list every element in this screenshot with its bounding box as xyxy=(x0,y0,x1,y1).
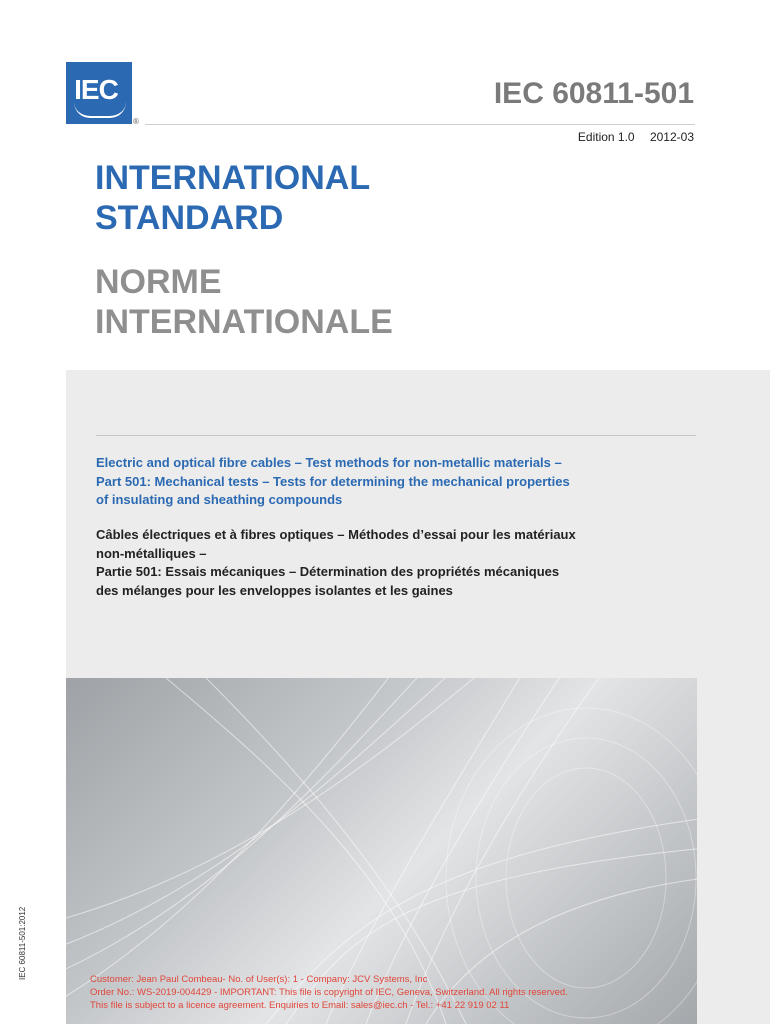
title-english-line2: STANDARD xyxy=(95,199,284,237)
logo-text: IEC xyxy=(74,74,118,105)
description-french-line: des mélanges pour les enveloppes isolantes et les gaines xyxy=(96,582,453,598)
description-english-line: Part 501: Mechanical tests – Tests for determining the mechanical properties xyxy=(96,473,570,489)
standard-number: IEC 60811-501 xyxy=(493,77,694,110)
description-french xyxy=(96,526,696,600)
description-english xyxy=(96,454,696,510)
edition-line xyxy=(566,130,694,144)
publication-date: 2012-03 xyxy=(649,130,694,144)
header-divider xyxy=(145,124,695,125)
description-french-line: Partie 501: Essais mécaniques – Détermination des propriétés mécaniques xyxy=(96,564,560,579)
registered-mark: ® xyxy=(133,117,139,126)
title-french-line2: INTERNATIONALE xyxy=(95,303,393,341)
description-english-line: Electric and optical fibre cables – Test methods for non-metallic materials – xyxy=(96,455,562,470)
cover-photo xyxy=(66,678,697,1024)
panel-divider xyxy=(96,435,696,436)
title-french-line1: NORME xyxy=(95,263,222,301)
customer-notice-line: Customer: Jean Paul Combeau- No. of User(s): 1 - Company: JCV Systems, Inc xyxy=(90,974,428,985)
title-english xyxy=(95,158,370,238)
spine-reference: IEC 60811-501:2012 xyxy=(18,906,27,980)
customer-notice-line: This file is subject to a licence agreement. Enquiries to Email: sales@iec.ch - Tel.: +41 22 919 02 11 xyxy=(90,1000,510,1011)
title-french xyxy=(95,262,393,342)
customer-notice xyxy=(90,973,568,1012)
logo-swoosh xyxy=(74,102,126,118)
title-english-line1: INTERNATIONAL xyxy=(95,159,371,197)
description-french-line: Câbles électriques et à fibres optiques – Méthodes d’essai pour les matériaux xyxy=(96,527,576,542)
edition: Edition 1.0 xyxy=(577,130,635,144)
description-english-line: of insulating and sheathing compounds xyxy=(96,492,343,507)
customer-notice-line: Order No.: WS-2019-004429 - IMPORTANT: This file is copyright of IEC, Geneva, Switzerland. All rights reserved. xyxy=(90,987,568,998)
description-french-line: non-métalliques – xyxy=(96,545,207,561)
iec-logo xyxy=(66,62,132,124)
